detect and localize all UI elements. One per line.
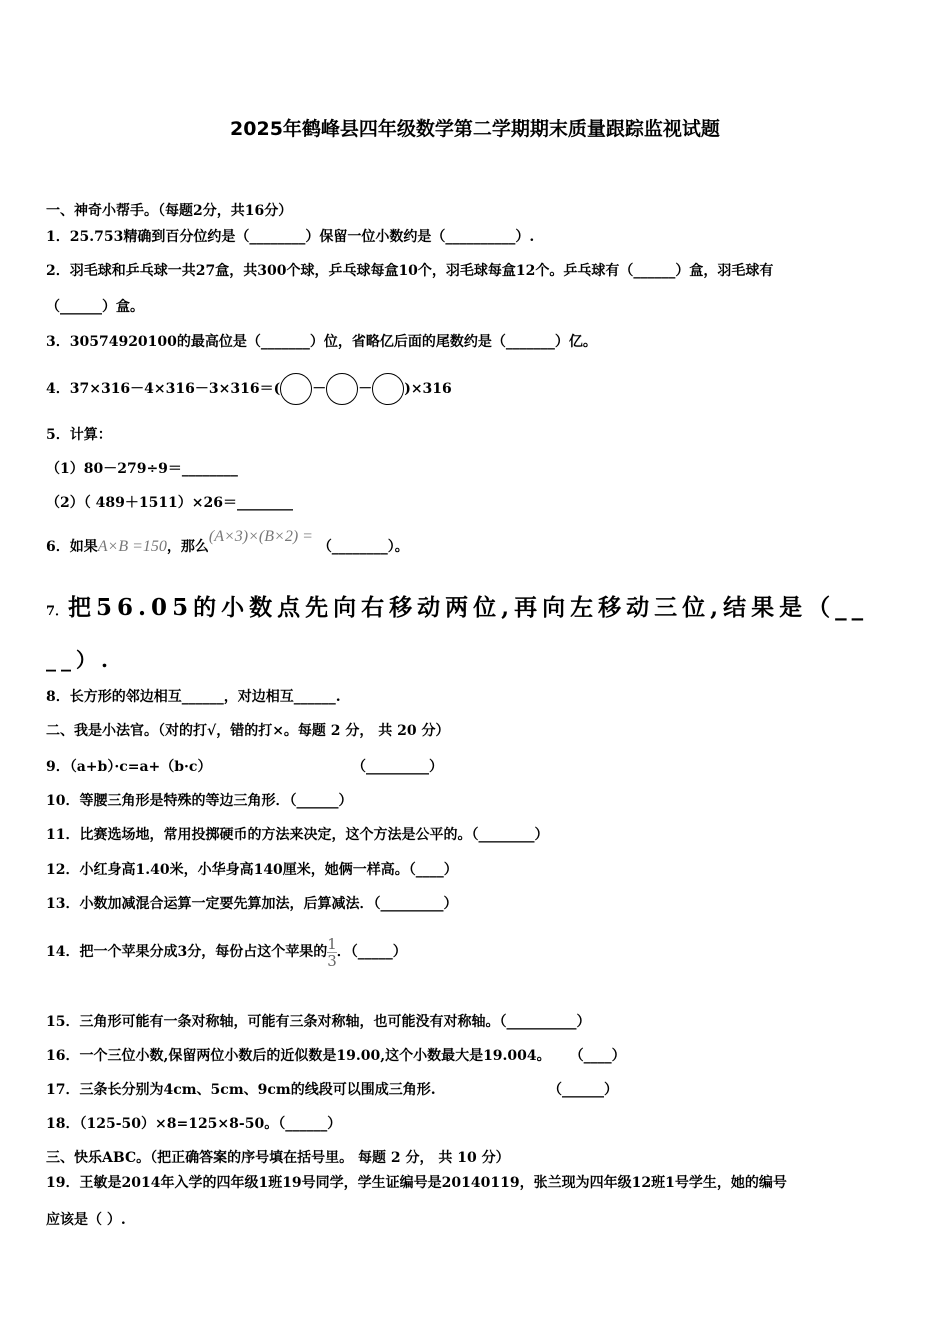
section-1-heading: 一、神奇小帮手。（每题2分，共16分） — [46, 203, 293, 219]
q9-text: 9．（a+b）·c=a+（b·c） — [46, 759, 212, 775]
q6-prefix: 6．如果 — [46, 539, 98, 555]
page-title: 2025年鹤峰县四年级数学第二学期期末质量跟踪监视试题 — [230, 118, 720, 140]
question-19-cont: 应该是（ ）. — [46, 1212, 126, 1228]
question-2: 2．羽毛球和乒乓球一共27盒，共300个球，乒乓球每盒10个，羽毛球每盒12个。乒乓球有（______）盒，羽毛球有 — [46, 263, 774, 279]
question-8: 8．长方形的邻边相互______，对边相互______. — [46, 689, 341, 705]
question-14 — [46, 932, 407, 972]
q6-formula-1: A×B =150 — [97, 538, 167, 555]
question-19: 19．王敏是2014年入学的四年级1班19号同学，学生证编号是20140119，张兰现为四年级12班1号学生，她的编号 — [46, 1175, 787, 1191]
q7-number: 7． — [46, 604, 69, 619]
question-7-cont: __）. — [46, 648, 113, 672]
q4-prefix: 4．37×316－4×316－3×316＝( — [46, 381, 281, 397]
question-7 — [46, 593, 868, 628]
q17-text: 17．三条长分别为4cm、5cm、9cm的线段可以围成三角形. — [46, 1082, 436, 1098]
question-17 — [46, 1080, 618, 1100]
q7-text: 把56.05的小数点先向右移动两位,再向左移动三位,结果是（__ — [68, 594, 869, 621]
question-5: 5．计算： — [46, 427, 112, 443]
question-18: 18．（125-50）×8=125×8-50。（______） — [46, 1116, 342, 1132]
question-11: 11．比赛选场地，常用投掷硬币的方法来决定，这个方法是公平的。（________） — [46, 827, 549, 843]
question-9 — [46, 757, 443, 777]
question-5-1: （1）80－279÷9＝________ — [46, 461, 238, 477]
answer-circle — [326, 373, 358, 405]
answer-circle — [372, 373, 404, 405]
q4-suffix: )×316 — [404, 381, 452, 397]
q6-suffix: （________）。 — [317, 539, 409, 555]
q16-text: 16．一个三位小数,保留两位小数后的近似数是19.00,这个小数最大是19.004。 — [46, 1048, 551, 1064]
question-16 — [46, 1046, 626, 1066]
q16-blank: （____） — [576, 1048, 626, 1064]
question-13: 13．小数加减混合运算一定要先算加法，后算减法．（_________） — [46, 896, 458, 912]
section-2-heading: 二、我是小法官。（对的打√，错的打×。每题 2 分， 共 20 分） — [46, 723, 450, 739]
q14-prefix: 14．把一个苹果分成3分，每份占这个苹果的 — [46, 944, 328, 960]
question-5-2: （2）（ 489＋1511）×26＝________ — [46, 495, 294, 511]
q6-mid: ，那么 — [166, 539, 209, 555]
question-12: 12．小红身高1.40米，小华身高140厘米，她俩一样高。（____） — [46, 862, 458, 878]
question-1: 1．25.753精确到百分位约是（________）保留一位小数约是（__________）. — [46, 229, 535, 245]
question-6 — [46, 528, 409, 562]
question-4 — [46, 373, 452, 405]
numerator: 1 — [327, 934, 337, 953]
denominator: 3 — [327, 951, 337, 970]
q9-blank: （_________） — [352, 759, 443, 775]
q17-blank: （______） — [548, 1082, 618, 1098]
question-2-cont: （______）盒。 — [46, 299, 144, 315]
section-3-heading: 三、快乐ABC。（把正确答案的序号填在括号里。 每题 2 分， 共 10 分） — [46, 1150, 510, 1166]
minus: － — [312, 381, 327, 397]
answer-circle — [280, 373, 312, 405]
question-3: 3．30574920100的最高位是（_______）位，省略亿后面的尾数约是（_______）亿。 — [46, 334, 597, 350]
q6-formula-2: (A×3)×(B×2) = — [208, 528, 313, 545]
question-15: 15．三角形可能有一条对称轴，可能有三条对称轴，也可能没有对称轴。（__________） — [46, 1014, 591, 1030]
minus: － — [358, 381, 373, 397]
q14-suffix: ．（_____） — [336, 944, 407, 960]
fraction-one-third — [327, 936, 337, 969]
question-10: 10．等腰三角形是特殊的等边三角形．（______） — [46, 793, 353, 809]
